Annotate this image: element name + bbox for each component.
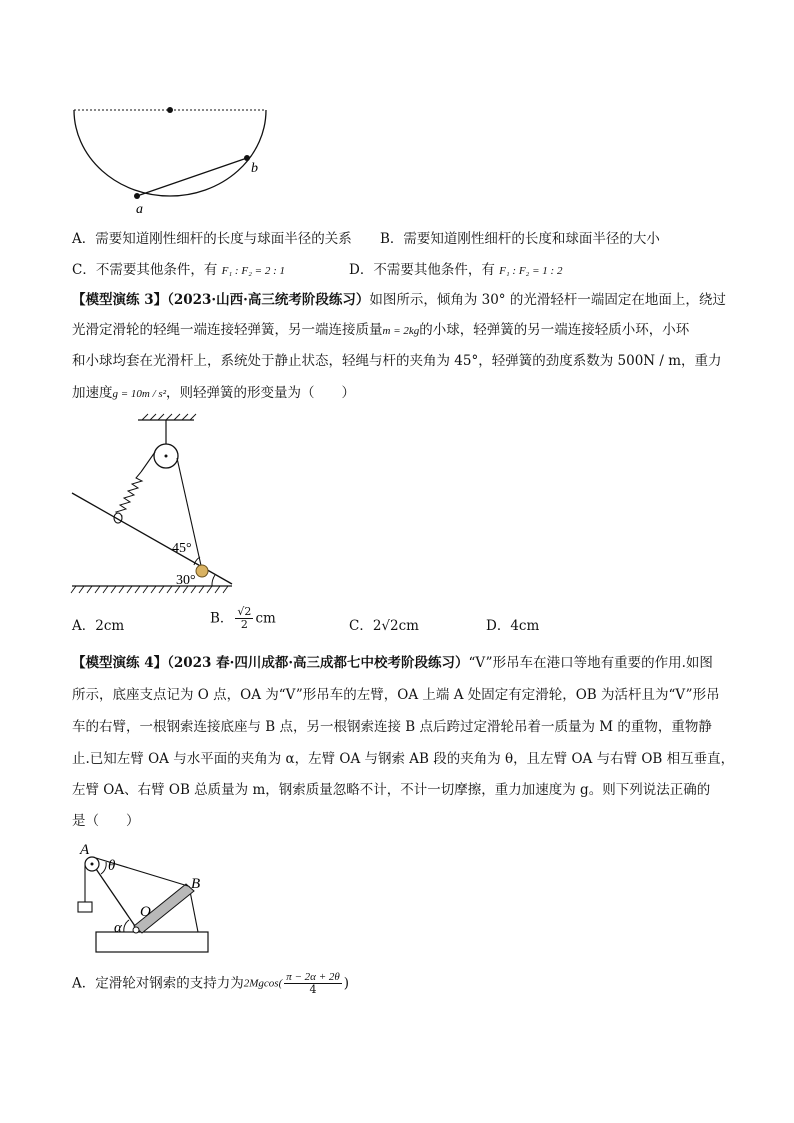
q3-option-a[interactable] — [72, 617, 124, 635]
pivot-o — [133, 927, 139, 933]
q4-line-3 — [72, 718, 712, 736]
q4-tag: 【模型演练 4】 — [72, 655, 168, 671]
option-b[interactable] — [380, 230, 660, 248]
theta-arc — [101, 862, 106, 874]
ball — [196, 565, 208, 577]
label-a: a — [136, 202, 143, 217]
q3-option-b[interactable] — [210, 606, 276, 631]
q4-option-a-text: A．定滑轮对钢索的支持力为 — [72, 975, 244, 992]
q4-line1-text: “V”形吊车在港口等地有重要的作用.如图 — [468, 655, 713, 671]
q3-tag: 【模型演练 3】 — [72, 292, 168, 308]
option-c-text: C．不需要其他条件，有 — [72, 262, 218, 278]
q4-option-a-close: ) — [343, 975, 350, 992]
q3-option-b-den: 2 — [240, 618, 248, 631]
pulley-axle — [165, 455, 168, 458]
q3-option-d[interactable] — [486, 617, 539, 635]
q3-line-4 — [72, 384, 355, 403]
q4-line-5 — [72, 781, 710, 799]
option-d[interactable] — [349, 261, 562, 280]
q4-option-a-fraction — [284, 971, 342, 996]
q3-option-b-unit: cm — [255, 610, 276, 627]
pulley-a-axle — [91, 863, 94, 866]
q3-line-2 — [72, 321, 689, 340]
ceiling-hatch — [142, 414, 196, 420]
option-b-text: B．需要知道刚性细杆的长度和球面半径的大小 — [380, 231, 660, 247]
ball-b — [244, 155, 250, 161]
q3-option-c[interactable] — [349, 617, 419, 635]
hanging-weight — [78, 902, 92, 912]
q4-line-2 — [72, 686, 720, 704]
q3-source: （2023·山西·高三统考阶段练习） — [167, 292, 370, 308]
q4-option-a-num: π − 2α + 2θ — [286, 971, 340, 983]
bowl-figure — [60, 100, 280, 220]
option-c-math: F₁ : F₂ = 2 : 1 — [221, 265, 285, 277]
q3-line2b: 的小球，轻弹簧的另一端连接轻质小环，小环 — [419, 322, 690, 338]
q3-line2a: 光滑定滑轮的轻绳一端连接轻弹簧，另一端连接质量 — [72, 322, 383, 338]
label-theta: θ — [108, 858, 116, 874]
q4-line5-text: 左臂 OA、右臂 OB 总质量为 m，钢索质量忽略不计，不计一切摩擦，重力加速度为 g。则下列说法正确的 — [72, 782, 711, 798]
q3-option-b-label: B． — [210, 610, 234, 627]
q3-line-1 — [72, 291, 726, 309]
q4-option-a-math: 2Mgcos( — [243, 977, 283, 990]
q3-gravity: g = 10m / s² — [112, 388, 167, 400]
q3-line1-text: 如图所示，倾角为 30° 的光滑轻杆一端固定在地面上，绕过 — [369, 292, 726, 308]
incline-spring-figure — [70, 412, 250, 602]
q3-line-3 — [72, 352, 722, 370]
q3-line4a: 加速度 — [72, 385, 113, 401]
q3-option-b-fraction — [235, 606, 253, 631]
q4-line4-text: 止.已知左臂 OA 与水平面的夹角为 α，左臂 OA 与钢索 AB 段的夹角为 θ，且左臂 OA 与右臂 OB 相互垂直， — [72, 751, 735, 767]
q4-line-4 — [72, 750, 734, 768]
v-crane-figure — [72, 836, 232, 960]
q3-option-d-text: D．4cm — [486, 618, 540, 634]
label-A: A — [80, 842, 90, 858]
q4-option-a[interactable] — [72, 971, 349, 996]
option-a-text: A．需要知道刚性细杆的长度与球面半径的关系 — [72, 231, 352, 247]
rope-left — [141, 452, 155, 472]
q4-line-1 — [72, 654, 713, 672]
bowl-arc — [74, 110, 266, 196]
q3-mass: m = 2kg — [382, 325, 420, 337]
q4-source: （2023 春·四川成都·高三成都七中校考阶段练习） — [167, 655, 469, 671]
q3-option-c-text: C．2√2cm — [349, 618, 419, 634]
bowl-center-dot — [167, 107, 173, 113]
q4-option-a-den: 4 — [309, 983, 317, 996]
option-a[interactable] — [72, 230, 352, 248]
angle-30-arc — [212, 575, 215, 586]
option-d-text: D．不需要其他条件，有 — [349, 262, 495, 278]
q3-line3-text: 和小球均套在光滑杆上，系统处于静止状态，轻绳与杆的夹角为 45°，轻弹簧的劲度系数为 500N / m，重力 — [72, 353, 722, 369]
label-b: b — [251, 161, 258, 176]
label-B: B — [191, 876, 201, 892]
crane-base — [96, 932, 208, 952]
q4-line-6 — [72, 812, 140, 830]
alpha-arc — [124, 920, 129, 932]
option-c[interactable] — [72, 261, 285, 280]
q3-line4b: ，则轻弹簧的形变量为（ ） — [166, 385, 356, 401]
label-alpha: α — [114, 920, 122, 936]
spring — [116, 472, 142, 520]
q3-option-b-num: √2 — [237, 605, 252, 618]
angle-45-label: 45° — [172, 541, 192, 556]
label-O: O — [140, 904, 151, 920]
ground-hatch — [71, 586, 228, 593]
q3-option-a-text: A．2cm — [72, 618, 125, 634]
ball-a — [134, 193, 140, 199]
q4-line3-text: 车的右臂，一根钢索连接底座与 B 点，另一根钢索连接 B 点后跨过定滑轮吊着一质量为 M 的重物，重物静 — [72, 719, 712, 735]
q4-line2-text: 所示，底座支点记为 O 点，OA 为“V”形吊车的左臂，OA 上端 A 处固定有定滑轮，OB 为活杆且为“V”形吊 — [72, 687, 720, 703]
angle-30-label: 30° — [176, 573, 196, 588]
option-d-math: F₁ : F₂ = 1 : 2 — [499, 265, 563, 277]
q4-line6-text: 是（ ） — [72, 813, 140, 829]
